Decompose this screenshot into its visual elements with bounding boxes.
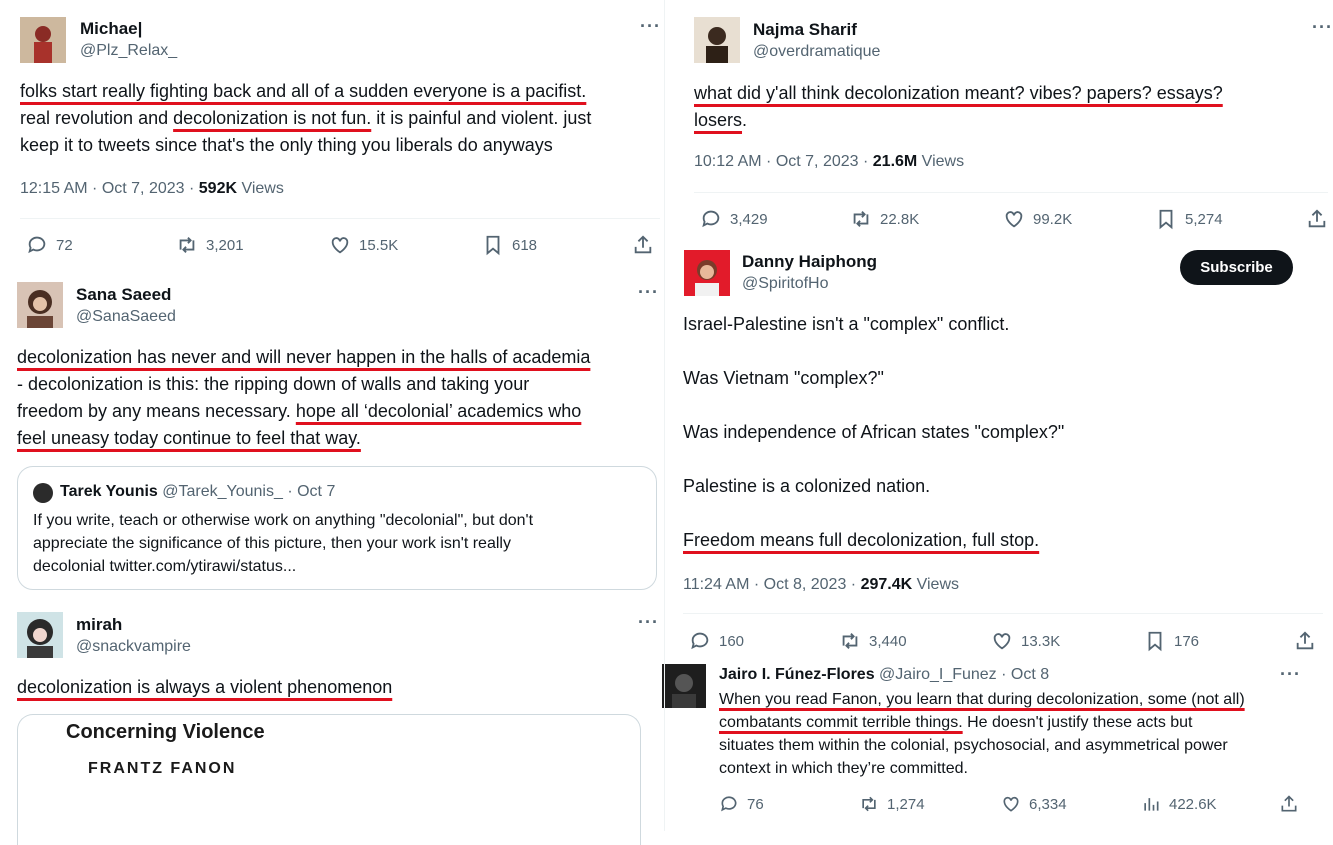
reply-icon <box>26 234 48 256</box>
view-count: 422.6K <box>1169 795 1217 813</box>
reply-button[interactable] <box>700 208 768 230</box>
bookmark-icon <box>1155 208 1177 230</box>
share-icon <box>1294 630 1316 652</box>
paragraph: Israel-Palestine isn't a "complex" conflict. <box>683 314 1010 334</box>
retweet-icon <box>839 630 861 652</box>
handle[interactable]: @SanaSaeed <box>76 308 176 325</box>
tweet-sana <box>0 266 664 600</box>
avatar[interactable] <box>17 612 63 658</box>
like-icon <box>1001 794 1021 814</box>
underlined-text: decolonization has never and will never happen in the halls of academia <box>17 347 591 367</box>
bookmark-count: 618 <box>512 236 538 254</box>
paragraph: Palestine is a colonized nation. <box>683 476 931 496</box>
reply-button[interactable] <box>719 794 764 814</box>
underlined-text: When you read Fanon, you learn that during decolonization, some (not all) <box>719 691 1245 708</box>
display-name[interactable]: Danny Haiphong <box>742 252 878 271</box>
handle[interactable]: @snackvampire <box>76 638 191 655</box>
bookmark-icon <box>1144 630 1166 652</box>
tweet-najma <box>672 0 1333 240</box>
reply-button[interactable] <box>689 630 744 652</box>
retweet-count: 3,201 <box>206 236 244 254</box>
handle[interactable]: @SpiritofHo <box>742 275 829 292</box>
retweet-icon <box>176 234 198 256</box>
tweet-danny <box>664 240 1328 660</box>
share-icon <box>1306 208 1328 230</box>
avatar[interactable] <box>684 250 730 296</box>
display-name[interactable]: Najma Sharif <box>753 20 857 39</box>
tweet-mirah <box>0 600 664 831</box>
handle[interactable]: @Jairo_I_Funez · Oct 8 <box>879 666 1050 683</box>
underlined-text: losers <box>694 110 743 130</box>
like-button[interactable] <box>1003 208 1072 230</box>
quote-line: If you write, teach or otherwise work on anything "decolonial", but don't <box>33 512 534 529</box>
underlined-text: decolonization is always a violent phenomenon <box>17 677 393 697</box>
share-button[interactable] <box>632 234 654 256</box>
text-line: context in which they’re committed. <box>719 760 968 777</box>
underlined-text: feel uneasy today continue to feel that way. <box>17 428 361 448</box>
text-segment: freedom by any means necessary. <box>17 401 296 421</box>
bookmark-button[interactable] <box>1144 630 1199 652</box>
tweet-text <box>694 80 1314 134</box>
display-name[interactable]: Sana Saeed <box>76 285 172 304</box>
more-options-icon[interactable]: ··· <box>638 612 659 632</box>
share-button[interactable] <box>1294 630 1316 652</box>
reply-count: 160 <box>719 632 745 650</box>
avatar[interactable] <box>662 664 706 708</box>
tweet-text <box>719 688 1319 780</box>
like-count: 15.5K <box>359 236 399 254</box>
retweet-button[interactable] <box>859 794 925 814</box>
paragraph: Was Vietnam "complex?" <box>683 368 884 388</box>
view-count: 592K <box>198 180 238 197</box>
text-segment: . <box>742 110 748 130</box>
quoted-tweet[interactable] <box>17 466 657 590</box>
column-divider <box>664 0 665 831</box>
bookmark-count: 5,274 <box>1185 210 1223 228</box>
avatar[interactable] <box>694 17 740 63</box>
quote-header <box>60 483 335 501</box>
quote-line: appreciate the significance of this picture, then your work isn't really <box>33 535 511 552</box>
more-options-icon[interactable]: ··· <box>1280 664 1301 684</box>
display-name[interactable]: Michae| <box>80 19 143 38</box>
underlined-text: decolonization is not fun. <box>173 108 372 128</box>
separator <box>683 613 1323 614</box>
display-name[interactable]: Jairo I. Fúnez-Flores <box>719 666 875 683</box>
book-author: FRANTZ FANON <box>88 760 237 777</box>
bookmark-count: 176 <box>1174 632 1200 650</box>
book-title: Concerning Violence <box>66 721 265 743</box>
avatar[interactable] <box>17 282 63 328</box>
like-button[interactable] <box>329 234 398 256</box>
share-icon <box>632 234 654 256</box>
bookmark-button[interactable] <box>1155 208 1223 230</box>
timestamp[interactable] <box>694 153 964 171</box>
like-count: 99.2K <box>1033 210 1073 228</box>
separator <box>20 218 660 219</box>
views-button[interactable] <box>1141 794 1217 814</box>
views-label: Views <box>237 180 284 197</box>
like-icon <box>329 234 351 256</box>
reply-button[interactable] <box>26 234 73 256</box>
retweet-button[interactable] <box>850 208 919 230</box>
underlined-text: Freedom means full decolonization, full stop. <box>683 530 1040 550</box>
tweet-text <box>20 78 660 159</box>
text-line: keep it to tweets since that's the only thing you liberals do anyways <box>20 135 553 155</box>
retweet-count: 3,440 <box>869 632 907 650</box>
reply-icon <box>689 630 711 652</box>
quote-text <box>33 509 533 578</box>
retweet-icon <box>850 208 872 230</box>
like-count: 6,334 <box>1029 795 1067 813</box>
like-button[interactable] <box>991 630 1060 652</box>
timestamp[interactable] <box>20 180 284 198</box>
more-options-icon[interactable]: ··· <box>640 16 661 36</box>
reply-icon <box>719 794 739 814</box>
view-count: 21.6M <box>872 153 918 170</box>
like-icon <box>991 630 1013 652</box>
underlined-text: hope all ‘decolonial’ academics who <box>295 401 582 421</box>
text-segment: He doesn't justify these acts but <box>962 714 1193 731</box>
tweet-michael <box>0 0 664 264</box>
underlined-text: combatants commit terrible things. <box>719 714 963 731</box>
text-segment: real revolution and <box>20 108 174 128</box>
display-name[interactable]: mirah <box>76 615 123 634</box>
underlined-text: what did y'all think decolonization meant? vibes? papers? essays? <box>694 83 1223 103</box>
retweet-button[interactable] <box>839 630 907 652</box>
retweet-icon <box>859 794 879 814</box>
quote-avatar <box>33 483 53 503</box>
bookmark-button[interactable] <box>482 234 537 256</box>
retweet-count: 22.8K <box>880 210 920 228</box>
tweet-text <box>17 344 657 452</box>
time: 12:15 AM · Oct 7, 2023 · <box>20 180 199 197</box>
like-button[interactable] <box>1001 794 1067 814</box>
share-button[interactable] <box>1306 208 1328 230</box>
tweet-jairo <box>650 660 1328 831</box>
text-line: - decolonization is this: the ripping down of walls and taking your <box>17 374 530 394</box>
more-options-icon[interactable]: ··· <box>638 282 659 302</box>
views-label: Views <box>912 576 960 593</box>
time: 11:24 AM · Oct 8, 2023 · <box>683 576 861 593</box>
views-label: Views <box>917 153 965 170</box>
timestamp[interactable] <box>683 576 959 594</box>
tweet-header <box>719 666 1049 684</box>
quote-name: Tarek Younis <box>60 483 158 500</box>
like-icon <box>1003 208 1025 230</box>
time: 10:12 AM · Oct 7, 2023 · <box>694 153 873 170</box>
reply-icon <box>700 208 722 230</box>
quote-handle: @Tarek_Younis_ · Oct 7 <box>162 483 336 500</box>
handle[interactable]: @Plz_Relax_ <box>80 42 178 59</box>
media-card[interactable] <box>17 714 641 845</box>
reply-count: 3,429 <box>730 210 768 228</box>
share-icon <box>1279 794 1299 814</box>
bookmark-icon <box>482 234 504 256</box>
text-line: situates them within the colonial, psychosocial, and asymmetrical power <box>719 737 1228 754</box>
paragraph: Was independence of African states "complex?" <box>683 422 1065 442</box>
handle[interactable]: @overdramatique <box>753 43 881 60</box>
reply-count: 72 <box>56 236 73 254</box>
underlined-text: folks start really fighting back and all of a sudden everyone is a pacifist. <box>20 81 587 101</box>
retweet-button[interactable] <box>176 234 244 256</box>
reply-count: 76 <box>747 795 764 813</box>
subscribe-button[interactable]: Subscribe <box>1180 250 1293 285</box>
more-options-icon[interactable]: ··· <box>1312 17 1333 37</box>
avatar[interactable] <box>20 17 66 63</box>
quote-line: decolonial twitter.com/ytirawi/status... <box>33 558 297 575</box>
tweet-text <box>17 674 657 701</box>
views-icon <box>1141 794 1161 814</box>
view-count: 297.4K <box>860 576 913 593</box>
retweet-count: 1,274 <box>887 795 925 813</box>
like-count: 13.3K <box>1021 632 1061 650</box>
share-button[interactable] <box>1279 794 1299 814</box>
text-segment: it is painful and violent. just <box>371 108 592 128</box>
tweet-text <box>683 311 1303 554</box>
separator <box>694 192 1328 193</box>
